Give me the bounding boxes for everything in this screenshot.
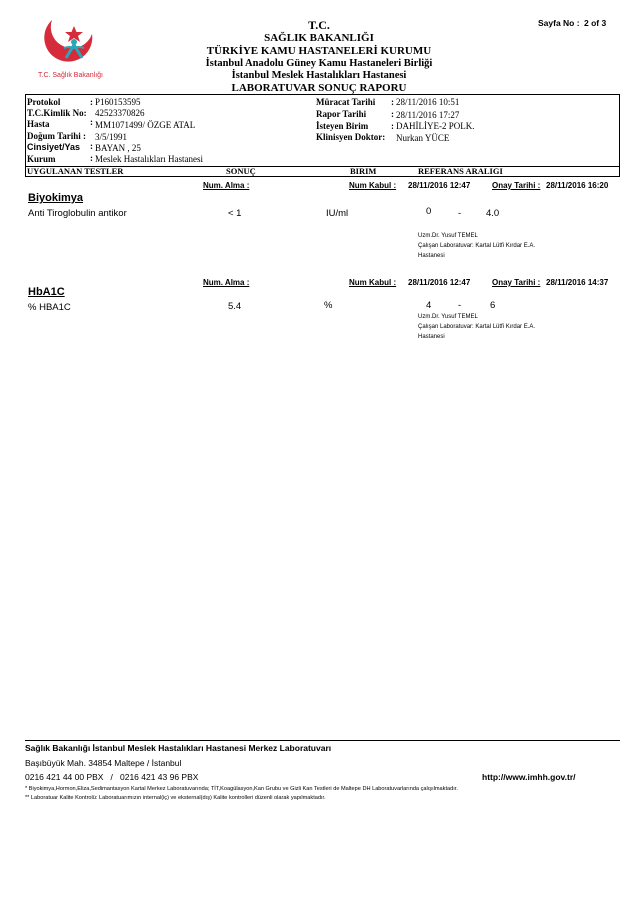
footer-phone: 0216 421 44 00 PBX / 0216 421 43 96 PBX bbox=[25, 772, 199, 782]
header-ministry: SAĞLIK BAKANLIĞI bbox=[264, 32, 374, 44]
colon: : bbox=[391, 97, 394, 107]
muracat-label: Müracat Tarihi bbox=[316, 97, 376, 107]
ref-high: 4.0 bbox=[486, 208, 500, 219]
colon: : bbox=[90, 153, 93, 163]
header-hospital: İstanbul Meslek Hastalıkları Hastanesi bbox=[231, 70, 407, 81]
hasta-value: MM1071499/ ÖZGE ATAL bbox=[95, 120, 196, 130]
cinsiyet-label: Cinsiyet/Yas bbox=[27, 142, 81, 152]
footer-note-1: * Biyokimya,Hormon,Eliza,Sedimantasyon Kartal Merkez Laboratuvarında; TİT,Koagülasyon,Kan Grubu ve Gizli Kan Testleri de Maltepe DH Laboratuvarlarında çalışılmaktadır. bbox=[25, 786, 458, 792]
ref-low: 0 bbox=[426, 206, 432, 217]
ref-high: 6 bbox=[490, 300, 496, 311]
test-name: % HBA1C bbox=[28, 302, 71, 313]
col-header-birim: BIRIM bbox=[350, 166, 377, 176]
klinisyen-value: Nurkan YÜCE bbox=[396, 133, 450, 143]
onay-value: 28/11/2016 14:37 bbox=[546, 278, 609, 287]
tc-label: T.C.Kimlik No: bbox=[27, 108, 87, 118]
footer-title: Sağlık Bakanlığı İstanbul Meslek Hastalıkları Hastanesi Merkez Laboratuvarı bbox=[25, 743, 332, 753]
test-result: < 1 bbox=[228, 208, 242, 219]
colon: : bbox=[90, 141, 93, 151]
report-title: LABORATUVAR SONUÇ RAPORU bbox=[231, 82, 407, 94]
group-title-biyokimya: Biyokimya bbox=[28, 192, 84, 204]
onay-label: Onay Tarihi : bbox=[492, 278, 541, 287]
header-tc: T.C. bbox=[308, 18, 330, 32]
rapor-value: 28/11/2016 17:27 bbox=[396, 110, 460, 120]
onay-label: Onay Tarihi : bbox=[492, 181, 541, 190]
lab-name-cont: Hastanesi bbox=[418, 334, 445, 340]
col-header-referans: REFERANS ARALIGI bbox=[418, 166, 503, 176]
test-unit: % bbox=[324, 300, 333, 311]
isteyen-value: DAHİLİYE-2 POLK. bbox=[396, 121, 475, 131]
approving-doctor: Uzm.Dr. Yusuf TEMEL bbox=[418, 233, 478, 239]
logo-text: T.C. Sağlık Bakanlığı bbox=[38, 72, 103, 79]
test-name: Anti Tiroglobulin antikor bbox=[28, 208, 127, 219]
lab-name: Çalışan Laboratuvar: Kartal Lütfi Kırdar E.A. bbox=[418, 243, 536, 249]
rapor-label: Rapor Tarihi bbox=[316, 109, 367, 119]
page-number-label: Sayfa No : bbox=[538, 18, 580, 28]
protokol-label: Protokol bbox=[27, 97, 61, 107]
isteyen-label: İsteyen Birim bbox=[316, 121, 369, 131]
colon: : bbox=[391, 109, 394, 119]
colon: : bbox=[90, 97, 93, 107]
num-alma-label: Num. Alma : bbox=[203, 278, 250, 287]
ref-dash: - bbox=[458, 208, 462, 219]
kurum-label: Kurum bbox=[27, 154, 56, 164]
cinsiyet-value: BAYAN , 25 bbox=[95, 143, 141, 153]
num-kabul-value: 28/11/2016 12:47 bbox=[408, 278, 471, 287]
test-unit: IU/ml bbox=[326, 208, 349, 219]
colon: : bbox=[90, 117, 93, 127]
num-kabul-label: Num Kabul : bbox=[349, 278, 397, 287]
test-result: 5.4 bbox=[228, 301, 242, 312]
col-header-test: UYGULANAN TESTLER bbox=[27, 166, 124, 176]
footer-note-2: ** Laboratuar Kalite Kontrolü: Laboratuarımızın internal(iç) ve eksternal(dış) Kalite kontrolleri düzenli olarak yapılmaktadır. bbox=[25, 795, 326, 801]
hasta-label: Hasta bbox=[27, 119, 50, 129]
footer-website-link[interactable]: http://www.imhh.gov.tr/ bbox=[482, 772, 576, 782]
num-kabul-label: Num Kabul : bbox=[349, 181, 397, 190]
ref-low: 4 bbox=[426, 300, 432, 311]
footer-divider bbox=[25, 740, 620, 741]
col-header-sonuc: SONUÇ bbox=[226, 166, 256, 176]
ref-dash: - bbox=[458, 300, 462, 311]
num-alma-label: Num. Alma : bbox=[203, 181, 250, 190]
approving-doctor: Uzm.Dr. Yusuf TEMEL bbox=[418, 314, 478, 320]
dogum-label: Doğum Tarihi : bbox=[27, 131, 87, 141]
onay-value: 28/11/2016 16:20 bbox=[546, 181, 609, 190]
num-kabul-value: 28/11/2016 12:47 bbox=[408, 181, 471, 190]
page-number-value: 2 of 3 bbox=[584, 18, 607, 28]
protokol-value: P160153595 bbox=[95, 97, 141, 107]
lab-name-cont: Hastanesi bbox=[418, 253, 445, 259]
footer-address: Başıbüyük Mah. 34854 Maltepe / İstanbul bbox=[25, 758, 182, 768]
colon: : bbox=[391, 121, 394, 131]
klinisyen-label: Klinisyen Doktor: bbox=[316, 132, 386, 142]
group-title-hba1c: HbA1C bbox=[28, 286, 65, 298]
header-union: İstanbul Anadolu Güney Kamu Hastaneleri Birliği bbox=[205, 58, 433, 69]
dogum-value: 3/5/1991 bbox=[95, 132, 128, 142]
header-institution: TÜRKİYE KAMU HASTANELERİ KURUMU bbox=[206, 45, 432, 57]
kurum-value: Meslek Hastalıkları Hastanesi bbox=[95, 154, 203, 164]
tc-value: 42523370826 bbox=[95, 108, 145, 118]
lab-name: Çalışan Laboratuvar: Kartal Lütfi Kırdar E.A. bbox=[418, 324, 536, 330]
muracat-value: 28/11/2016 10:51 bbox=[396, 97, 460, 107]
